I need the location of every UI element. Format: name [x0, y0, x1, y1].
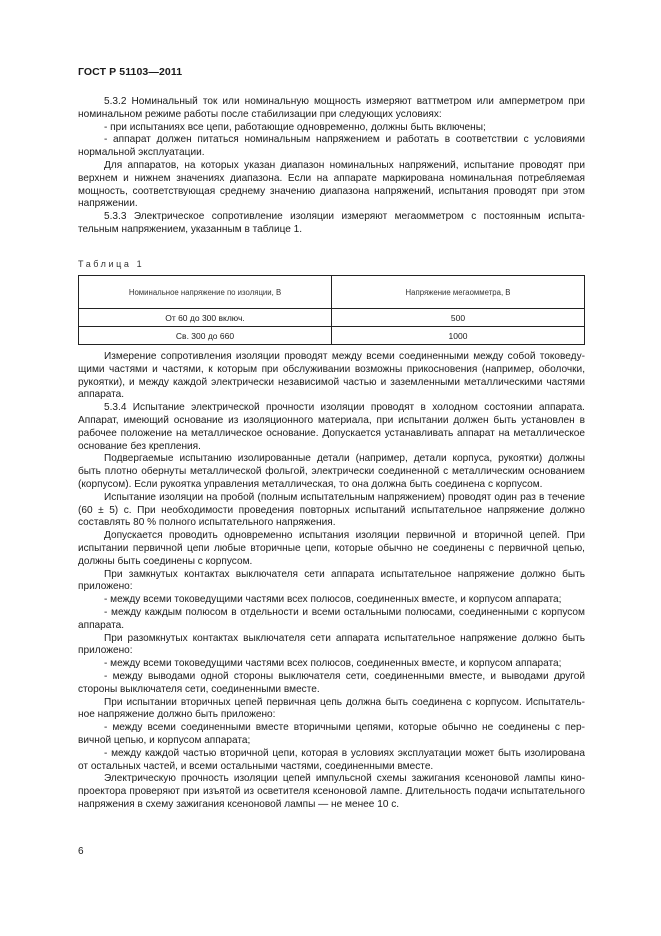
paragraph: Измерение сопротивления изоляции проводят между всеми соединенными между собой токоведущими частями и частями, к которым при обслуживании возможны прикосновения (например, оболочки, рукоятки), и между каждой электрически независимой частью и заземленными металлическими частями аппарата. — [78, 351, 585, 401]
paragraph: При замкнутых контактах выключателя сети аппарата испытательное напряжение должно быть приложено: — [78, 568, 585, 593]
document-header: ГОСТ Р 51103—2011 — [78, 66, 183, 78]
list-item: - при испытаниях все цепи, работающие одновременно, должны быть включены; — [104, 121, 486, 133]
list-item: - аппарат должен питаться номинальным напряжением и работать в соответствии с условиями нормальной эксплуатации. — [78, 134, 585, 159]
paragraph: Для аппаратов, на которых указан диапазон номинальных напряжений, испытание проводят при верхнем и нижнем значениях диапазона. Если на аппарате маркирована номинальная потребляемая мощность, соответствующая среднему значению диапазона напряжений, испытания проводят при этом напряжении. — [78, 159, 585, 210]
page-number: 6 — [78, 846, 84, 857]
insulation-table — [78, 275, 585, 345]
paragraph: При испытании вторичных цепей первичная цепь должна быть соединена с корпусом. Испытательное напряжение должно быть приложено: — [78, 696, 585, 721]
table-cell: От 60 до 300 включ. — [79, 309, 332, 327]
table-header-cell: Номинальное напряжение по изоляции, В — [79, 276, 332, 309]
table-caption: Таблица 1 — [78, 259, 145, 269]
list-item: - между всеми токоведущими частями всех полюсов, соединенных вместе, и корпусом аппарата; — [104, 594, 562, 606]
paragraph: При разомкнутых контактах выключателя сети аппарата испытательное напряжение должно быть приложено: — [78, 632, 585, 657]
table-header-cell: Напряжение мегаомметра, В — [332, 276, 585, 309]
text-block-1 — [78, 96, 585, 237]
paragraph: Допускается проводить одновременно испытания изоляции первичной и вторичной цепей. При испытании первичной цепи любые вторичные цепи, которые обычно не соединены с первичной цепью, должны быть соединены с корпусом. — [78, 530, 585, 567]
paragraph: Электрическую прочность изоляции цепей импульсной схемы зажигания ксеноновой лампы кинопроектора проверяют при изъятой из осветителя ксеноновой лампе. Длительность подачи испытательного напряжения в схему зажигания ксеноновой лампы — не менее 10 с. — [78, 773, 585, 810]
list-item: - между каждой частью вторичной цепи, которая в условиях эксплуатации может быть изолирована от остальных частей, и всеми остальными частями, соединенными вместе. — [78, 747, 585, 772]
table-cell: 1000 — [332, 327, 585, 345]
paragraph: 5.3.4 Испытание электрической прочности изоляции проводят в холодном состоянии аппарата. Аппарат, имеющий основание из изоляционного материала, при испытании должен быть установлен в рабочее положение на металлическое основание. Допускается устанавливать аппарат на металлическое основание без крепления. — [78, 402, 585, 452]
list-item: - между всеми токоведущими частями всех полюсов, соединенных вместе, и корпусом аппарата; — [104, 658, 562, 670]
table-row — [79, 327, 585, 345]
text-block-2 — [78, 351, 585, 812]
table-cell: Св. 300 до 660 — [79, 327, 332, 345]
list-item: - между каждым полюсом в отдельности и всеми остальными полюсами, соединенными с корпусом аппарата. — [78, 606, 585, 631]
list-item: - между выводами одной стороны выключателя сети, соединенными вместе, и выводами другой стороны выключателя сети, соединенными вместе. — [78, 670, 585, 695]
paragraph: 5.3.2 Номинальный ток или номинальную мощность измеряют ваттметром или амперметром при номинальном режиме работы после стабилизации при следующих условиях: — [78, 96, 585, 120]
table-row — [79, 309, 585, 327]
paragraph: 5.3.3 Электрическое сопротивление изоляции измеряют мегаомметром с постоянным испытательным напряжением, указанным в таблице 1. — [78, 211, 585, 235]
paragraph: Подвергаемые испытанию изолированные детали (например, детали корпуса, рукоятки) должны быть плотно обернуты металлической фольгой, электрически соединенной с металлическим основанием (корпусом). Если рукоятка управления металлическая, то она должна быть соединена с корпусом. — [78, 453, 585, 490]
table-header-row — [79, 276, 585, 309]
paragraph: Испытание изоляции на пробой (полным испытательным напряжением) проводят один раз в течение (60 ± 5) с. При необходимости проведения повторных испытаний испытательное напряжение должно составлять 80 % полного испытательного напряжения. — [78, 491, 585, 529]
list-item: - между всеми соединенными вместе вторичными цепями, которые обычно не соединены с первичной цепью, и корпусом аппарата; — [78, 722, 585, 746]
table-cell: 500 — [332, 309, 585, 327]
